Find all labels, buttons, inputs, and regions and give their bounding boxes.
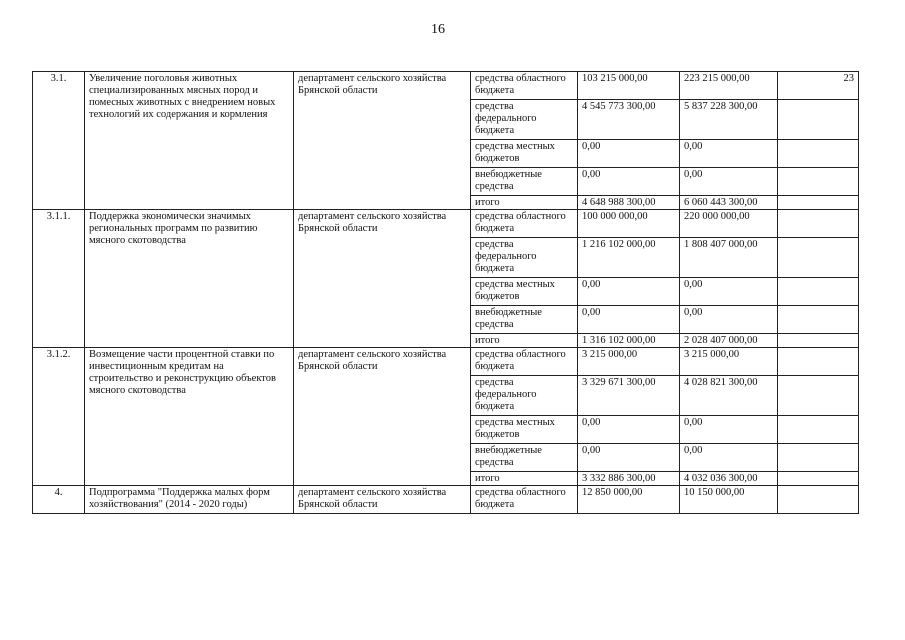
extra-value — [778, 278, 859, 306]
amount-value-2: 0,00 — [680, 306, 778, 334]
item-number: 3.1. — [33, 72, 85, 210]
table-row — [33, 210, 859, 238]
item-name: Увеличение поголовья животных специализированных мясных пород и помесных животных с внедрением новых технологий их содержания и кормления — [85, 72, 294, 210]
amount-value-2: 0,00 — [680, 416, 778, 444]
amount-value-1: 4 648 988 300,00 — [578, 196, 680, 210]
amount-value-1: 1 316 102 000,00 — [578, 334, 680, 348]
amount-value-1: 0,00 — [578, 278, 680, 306]
funding-source: средства областного бюджета — [471, 72, 578, 100]
amount-value-1: 0,00 — [578, 168, 680, 196]
amount-value-2: 220 000 000,00 — [680, 210, 778, 238]
extra-value — [778, 210, 859, 238]
extra-value — [778, 416, 859, 444]
funding-source: средства местных бюджетов — [471, 278, 578, 306]
item-number: 4. — [33, 486, 85, 514]
amount-value-1: 0,00 — [578, 306, 680, 334]
extra-value — [778, 334, 859, 348]
funding-source: средства федерального бюджета — [471, 238, 578, 278]
amount-value-2: 0,00 — [680, 278, 778, 306]
funding-source: итого — [471, 196, 578, 210]
amount-value-1: 4 545 773 300,00 — [578, 100, 680, 140]
amount-value-1: 100 000 000,00 — [578, 210, 680, 238]
funding-source: средства федерального бюджета — [471, 100, 578, 140]
amount-value-2: 1 808 407 000,00 — [680, 238, 778, 278]
budget-table — [32, 71, 859, 514]
funding-source: средства областного бюджета — [471, 348, 578, 376]
item-name: Поддержка экономически значимых региональных программ по развитию мясного скотоводства — [85, 210, 294, 348]
amount-value-2: 0,00 — [680, 444, 778, 472]
extra-value — [778, 306, 859, 334]
amount-value-1: 3 332 886 300,00 — [578, 472, 680, 486]
amount-value-1: 3 329 671 300,00 — [578, 376, 680, 416]
amount-value-1: 1 216 102 000,00 — [578, 238, 680, 278]
amount-value-2: 0,00 — [680, 168, 778, 196]
extra-value: 23 — [778, 72, 859, 100]
extra-value — [778, 100, 859, 140]
amount-value-2: 0,00 — [680, 140, 778, 168]
extra-value — [778, 348, 859, 376]
table-row — [33, 486, 859, 514]
funding-source: внебюджетные средства — [471, 306, 578, 334]
funding-source: итого — [471, 472, 578, 486]
item-executor: департамент сельского хозяйства Брянской области — [294, 72, 471, 210]
extra-value — [778, 444, 859, 472]
item-name: Возмещение части процентной ставки по инвестиционным кредитам на строительство и реконструкцию объектов мясного скотоводства — [85, 348, 294, 486]
table-row — [33, 348, 859, 376]
funding-source: средства областного бюджета — [471, 486, 578, 514]
amount-value-1: 12 850 000,00 — [578, 486, 680, 514]
amount-value-1: 0,00 — [578, 140, 680, 168]
funding-source: средства областного бюджета — [471, 210, 578, 238]
item-executor: департамент сельского хозяйства Брянской области — [294, 348, 471, 486]
funding-source: средства местных бюджетов — [471, 140, 578, 168]
item-executor: департамент сельского хозяйства Брянской области — [294, 210, 471, 348]
extra-value — [778, 486, 859, 514]
extra-value — [778, 196, 859, 210]
funding-source: средства местных бюджетов — [471, 416, 578, 444]
amount-value-2: 223 215 000,00 — [680, 72, 778, 100]
item-number: 3.1.2. — [33, 348, 85, 486]
amount-value-1: 0,00 — [578, 444, 680, 472]
amount-value-2: 4 032 036 300,00 — [680, 472, 778, 486]
amount-value-2: 2 028 407 000,00 — [680, 334, 778, 348]
amount-value-2: 3 215 000,00 — [680, 348, 778, 376]
extra-value — [778, 376, 859, 416]
extra-value — [778, 140, 859, 168]
amount-value-2: 5 837 228 300,00 — [680, 100, 778, 140]
item-number: 3.1.1. — [33, 210, 85, 348]
funding-source: итого — [471, 334, 578, 348]
amount-value-1: 3 215 000,00 — [578, 348, 680, 376]
amount-value-1: 0,00 — [578, 416, 680, 444]
amount-value-2: 10 150 000,00 — [680, 486, 778, 514]
amount-value-2: 4 028 821 300,00 — [680, 376, 778, 416]
amount-value-2: 6 060 443 300,00 — [680, 196, 778, 210]
funding-source: внебюджетные средства — [471, 444, 578, 472]
item-name: Подпрограмма "Поддержка малых форм хозяйствования" (2014 - 2020 годы) — [85, 486, 294, 514]
funding-source: внебюджетные средства — [471, 168, 578, 196]
funding-source: средства федерального бюджета — [471, 376, 578, 416]
page-number: 16 — [431, 22, 445, 37]
table-row — [33, 72, 859, 100]
item-executor: департамент сельского хозяйства Брянской области — [294, 486, 471, 514]
extra-value — [778, 472, 859, 486]
amount-value-1: 103 215 000,00 — [578, 72, 680, 100]
extra-value — [778, 238, 859, 278]
extra-value — [778, 168, 859, 196]
